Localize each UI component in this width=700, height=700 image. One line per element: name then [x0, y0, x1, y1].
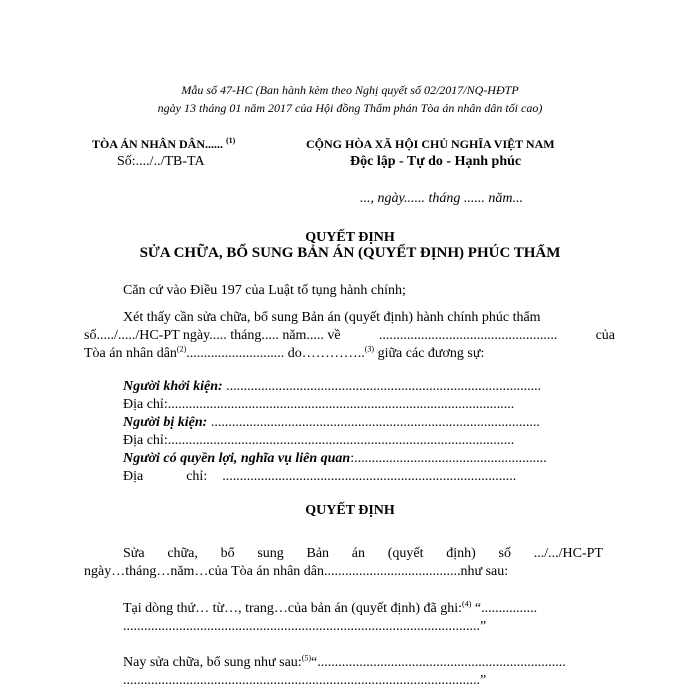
nation-name: CỘNG HÒA XÃ HỘI CHỦ NGHĨA VIỆT NAM [306, 137, 555, 151]
document-subtitle: SỬA CHỮA, BỔ SUNG BẢN ÁN (QUYẾT ĐỊNH) PHÚC THẨM [139, 245, 561, 261]
decision-line-3: Tại dòng thứ… từ…, trang…của bản án (quyết định) đã ghi:$^{(4)}$ “................ [123, 599, 538, 616]
court-name: TÒA ÁN NHÂN DÂN...... $^{(1)}$ [92, 136, 236, 151]
defendant-line: Người bị kiện: .............................................................................................. [123, 415, 540, 430]
related-party-line: Người có quyền lợi, nghĩa vụ liên quan:....................................................... [123, 451, 547, 466]
defendant-address: Địa chỉ:................................................................................................... [123, 433, 515, 448]
form-header-line2: ngày 13 tháng 01 năm 2017 của Hội đồng Thẩm phán Tòa án nhân dân tối cao) [157, 101, 543, 115]
related-party-address: Địa chỉ: .................................................................................... [123, 469, 517, 484]
decision-heading: QUYẾT ĐỊNH [305, 503, 395, 518]
basis-line: Căn cứ vào Điều 197 của Luật tố tụng hành chính; [123, 283, 406, 298]
plaintiff-line: Người khởi kiện: .......................................................................................... [123, 379, 542, 394]
decision-line-2: ngày…tháng…năm…của Tòa án nhân dân.......................................như sau: [84, 564, 509, 579]
decision-line-1: Sửa chữa, bổ sung Bản án (quyết định) số .../.../HC-PT [123, 546, 603, 561]
decision-line-6: ......................................................................................................” [123, 673, 487, 688]
form-header-line1: Mẫu số 47-HC (Ban hành kèm theo Nghị quyết số 02/2017/NQ-HĐTP [181, 83, 519, 97]
consider-line-2: số...../...../HC-PT ngày..... tháng..... năm..... về ................................................... của [84, 328, 615, 343]
consider-line-1: Xét thấy cần sửa chữa, bổ sung Bản án (quyết định) hành chính phúc thẩm [123, 310, 541, 325]
decision-line-4: ......................................................................................................” [123, 619, 487, 634]
consider-line-3: Tòa án nhân dân$^{(2)}$............................ do…………..$^{(3)}$ giữa các đương sự: [84, 344, 485, 361]
date-line: ..., ngày...... tháng ...... năm... [360, 191, 523, 206]
national-motto: Độc lập - Tự do - Hạnh phúc [350, 154, 522, 169]
decision-line-5: Nay sửa chữa, bổ sung như sau:$^{(5)}$“....................................................................... [123, 653, 566, 670]
document-number: Số:..../../TB-TA [117, 154, 205, 169]
document-title: QUYẾT ĐỊNH [305, 230, 395, 245]
plaintiff-address: Địa chỉ:................................................................................................... [123, 397, 515, 412]
